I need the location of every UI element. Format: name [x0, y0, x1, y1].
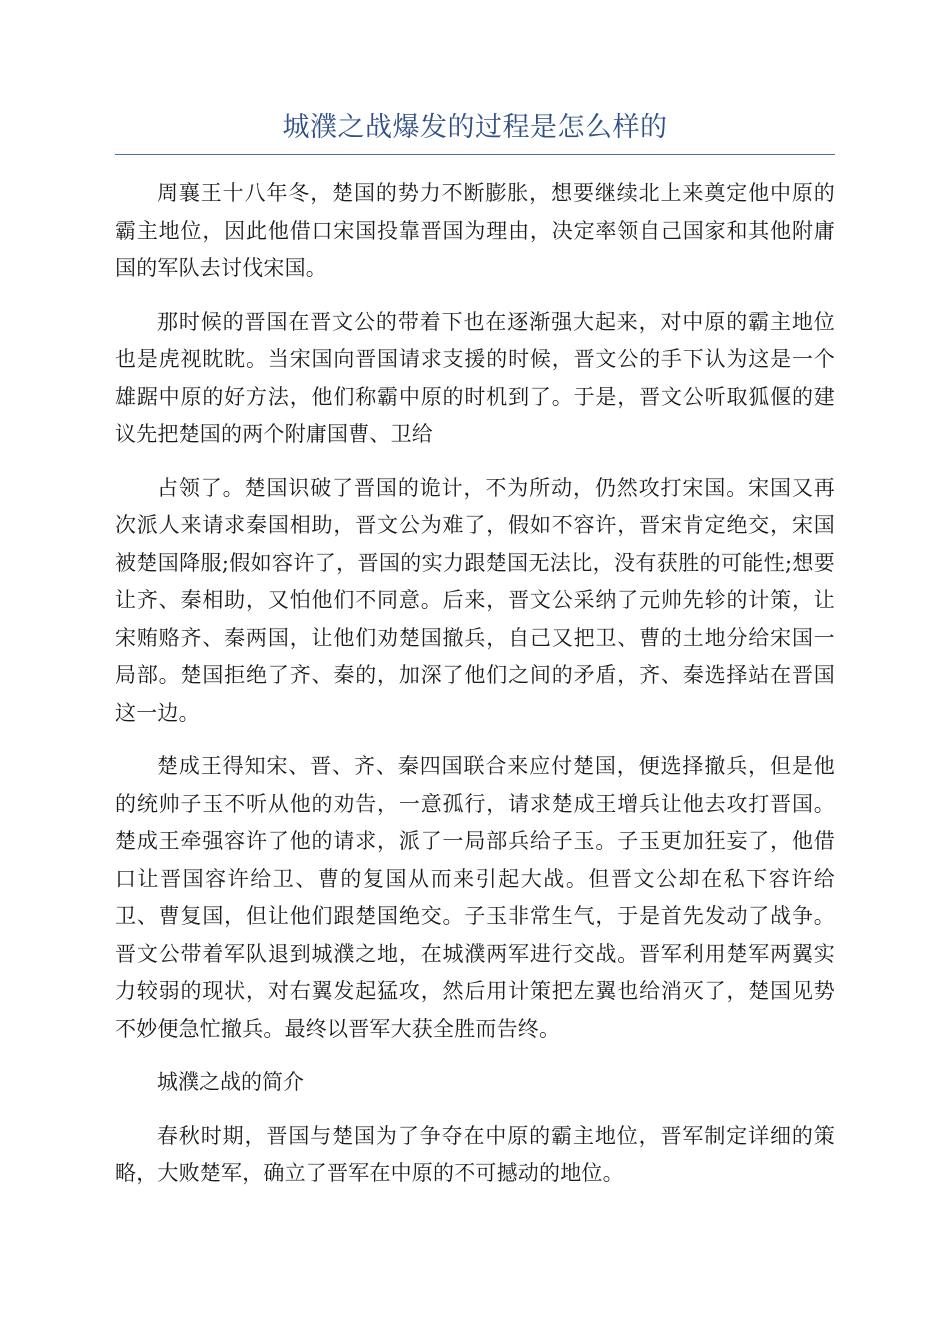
- title-underline: [115, 154, 835, 155]
- document-page: [115, 110, 835, 1209]
- paragraph-2: 那时候的晋国在晋文公的带着下也在逐渐强大起来，对中原的霸主地位也是虎视眈眈。当宋国向晋国请求支援的时候，晋文公的手下认为这是一个雄踞中原的好方法，他们称霸中原的时机到了。于是，晋文公听取狐偃的建议先把楚国的两个附庸国曹、卫给: [115, 309, 835, 446]
- section-subheading: 城濮之战的简介: [157, 1070, 304, 1094]
- paragraph-4: 楚成王得知宋、晋、齐、秦四国联合来应付楚国，便选择撤兵，但是他的统帅子玉不听从他的劝告，一意孤行，请求楚成王增兵让他去攻打晋国。楚成王牵强容许了他的请求，派了一局部兵给子玉。子玉更加狂妄了，他借口让晋国容许给卫、曹的复国从而来引起大战。但晋文公却在私下容许给卫、曹复国，但让他们跟楚国绝交。子玉非常生气，于是首先发动了战争。晋文公带着军队退到城濮之地，在城濮两军进行交战。晋军利用楚军两翼实力较弱的现状，对右翼发起猛攻，然后用计策把左翼也给消灭了，楚国见势不妙便急忙撤兵。最终以晋军大获全胜而告终。: [115, 754, 835, 1041]
- paragraph-1: 周襄王十八年冬，楚国的势力不断膨胀，想要继续北上来奠定他中原的霸主地位，因此他借口宋国投靠晋国为理由，决定率领自己国家和其他附庸国的军队去讨伐宋国。: [115, 181, 835, 280]
- closing-paragraph: 春秋时期，晋国与楚国为了争夺在中原的霸主地位，晋军制定详细的策略，大败楚军，确立了晋军在中原的不可撼动的地位。: [115, 1123, 835, 1185]
- paragraph-3: 占领了。楚国识破了晋国的诡计，不为所动，仍然攻打宋国。宋国又再次派人来请求秦国相助，晋文公为难了，假如不容许，晋宋肯定绝交，宋国被楚国降服;假如容许了，晋国的实力跟楚国无法比，没有获胜的可能性;想要让齐、秦相助，又怕他们不同意。后来，晋文公采纳了元帅先轸的计策，让宋贿赂齐、秦两国，让他们劝楚国撤兵，自己又把卫、曹的土地分给宋国一局部。楚国拒绝了齐、秦的，加深了他们之间的矛盾，齐、秦选择站在晋国这一边。: [115, 475, 835, 725]
- document-title: 城濮之战爆发的过程是怎么样的: [282, 112, 668, 143]
